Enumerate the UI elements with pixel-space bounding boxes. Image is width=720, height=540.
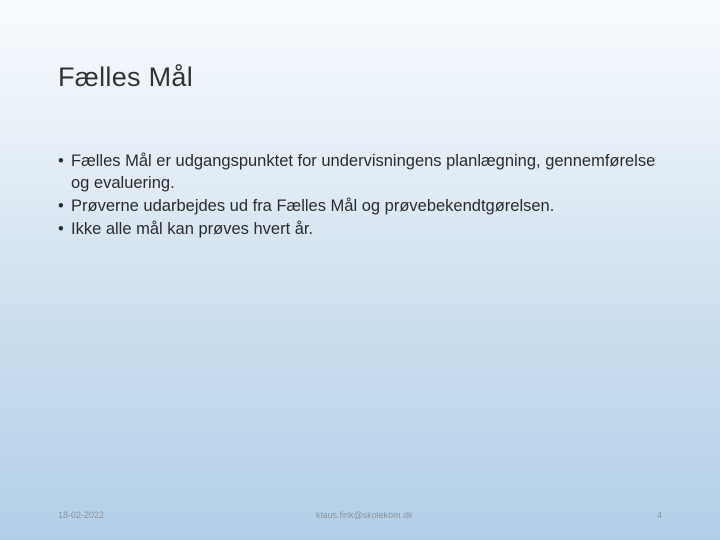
bullet-text: Fælles Mål er udgangspunktet for undervisningens planlægning, gennemførelse og evaluering.	[71, 152, 656, 192]
bullet-item	[58, 150, 678, 194]
bullet-item	[58, 195, 678, 217]
footer-date: 18-02-2022	[58, 510, 105, 520]
footer-email: klaus.fink@skolekom.dk	[316, 510, 413, 520]
footer-page-number: 4	[657, 510, 663, 520]
bullet-marker: •	[58, 220, 64, 238]
bullet-text: Ikke alle mål kan prøves hvert år.	[71, 220, 314, 238]
bullet-marker: •	[58, 152, 64, 170]
bullet-marker: •	[58, 197, 64, 215]
bullet-text: Prøverne udarbejdes ud fra Fælles Mål og prøvebekendtgørelsen.	[71, 197, 555, 215]
bullet-list	[58, 150, 678, 241]
bullet-item	[58, 218, 678, 240]
slide-title: Fælles Mål	[58, 62, 194, 92]
